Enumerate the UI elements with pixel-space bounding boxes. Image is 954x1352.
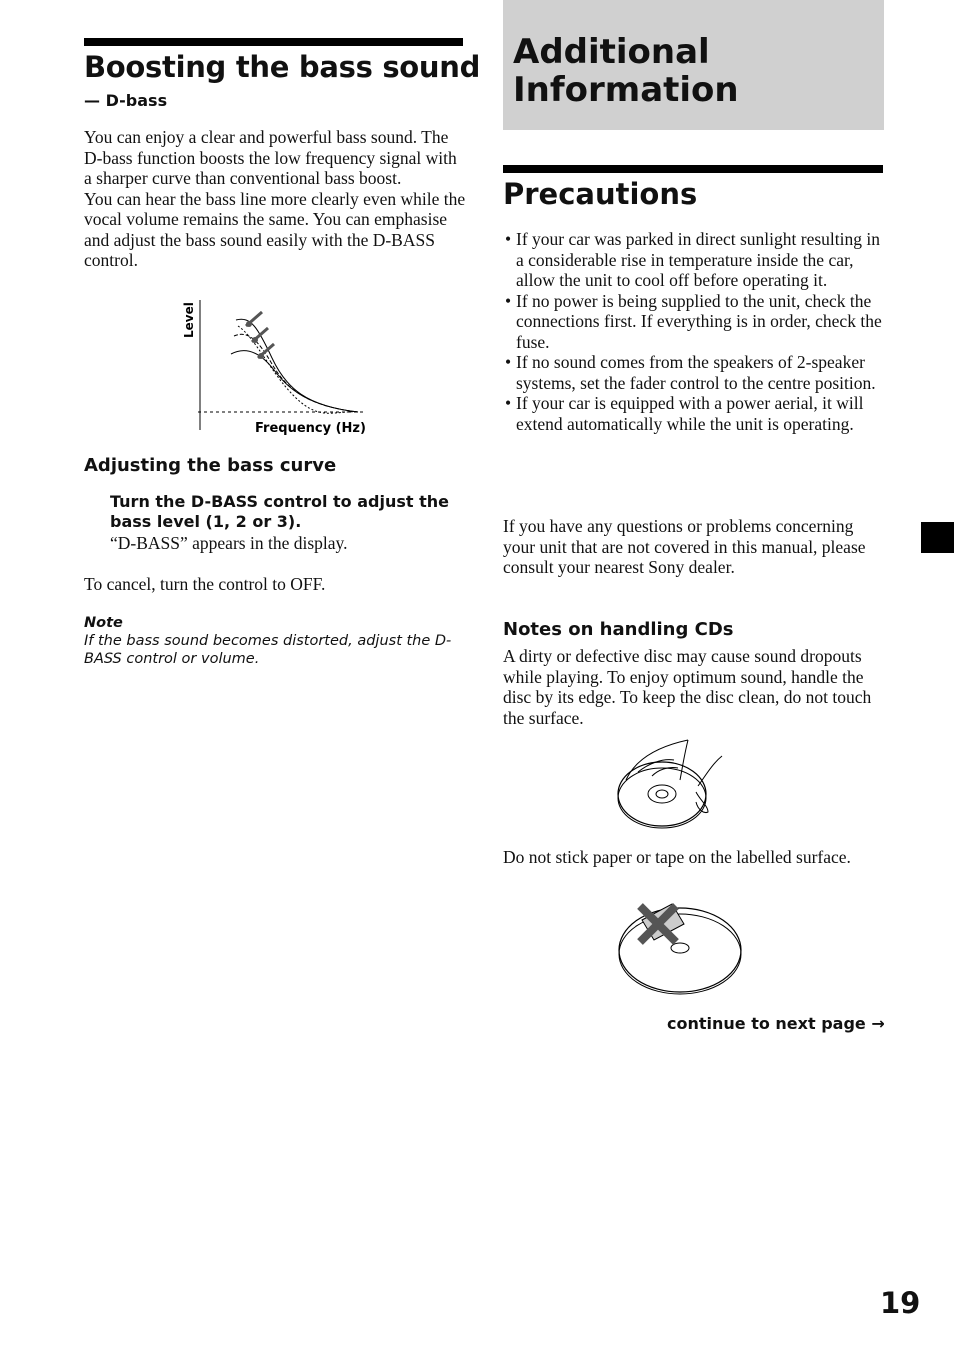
note-label: Note [84,615,123,631]
graph-x-label: Frequency (Hz) [255,421,366,436]
precautions-rule [503,165,883,173]
section-title-d-bass: Boosting the bass sound [84,50,481,84]
cd-no-sticker-illustration [612,898,744,998]
section-tab-marker [921,522,954,553]
cd-handling-heading: Notes on handling CDs [503,619,734,640]
page-number: 19 [880,1286,921,1320]
curve-level-2 [234,334,358,412]
d-bass-paragraph-2: You can hear the bass line more clearly even while the vocal volume remains the same. You can emphasise and adjust the bass sound easily with the D-BASS control. [84,188,466,270]
no-sticker-warning: Do not stick paper or tape on the labelled surface. [503,847,851,867]
cd-handling-text: A dirty or defective disc may cause sound dropouts while playing. To enjoy optimum sound, handle the disc by its edge. To keep the disc clean, do not touch the surface. [503,646,872,728]
left-title-rule [84,38,463,46]
note-text: If the bass sound becomes distorted, adjust the D-BASS control or volume. [84,633,452,667]
step-instruction: Turn the D-BASS control to adjust the bass level (1, 2 or 3). [110,492,449,531]
curve-level-3 [236,319,358,412]
curve-level-1 [231,351,358,412]
bullet: • [505,352,512,372]
precautions-list [503,229,887,434]
list-item: • If your car was parked in direct sunlight resulting in a considerable rise in temperature inside the car, allow the unit to cool off before operating it. [505,229,880,290]
bullet: • [505,229,512,249]
step-result: “D-BASS” appears in the display. [110,533,348,553]
section-subtitle: — D-bass [84,91,168,110]
questions-paragraph: If you have any questions or problems concerning your unit that are not covered in this manual, please consult your nearest Sony dealer. [503,516,866,577]
cancel-instruction: To cancel, turn the control to OFF. [84,574,326,594]
list-item: • If no sound comes from the speakers of 2-speaker systems, set the fader control to the centre position. [505,352,876,393]
bullet: • [505,290,512,311]
bullet: • [505,393,512,413]
adjust-heading: Adjusting the bass curve [84,455,337,476]
precautions-title: Precautions [503,177,698,211]
additional-info-title: Additional Information [513,32,739,110]
list-item: • If your car is equipped with a power aerial, it will extend automatically while the unit is operating. [505,393,864,434]
graph-y-label: Level [182,302,196,338]
continue-next-page: continue to next page → [667,1014,885,1033]
list-item: • If no power is being supplied to the unit, check the connections first. If everything is in order, check the fuse. [505,290,882,352]
d-bass-paragraph-1: You can enjoy a clear and powerful bass sound. The D-bass function boosts the low frequency signal with a sharper curve than conventional bass boost. [84,127,457,188]
bass-curve-graph [176,298,376,438]
d-bass-description [84,127,468,271]
cd-hand-illustration [612,736,732,832]
